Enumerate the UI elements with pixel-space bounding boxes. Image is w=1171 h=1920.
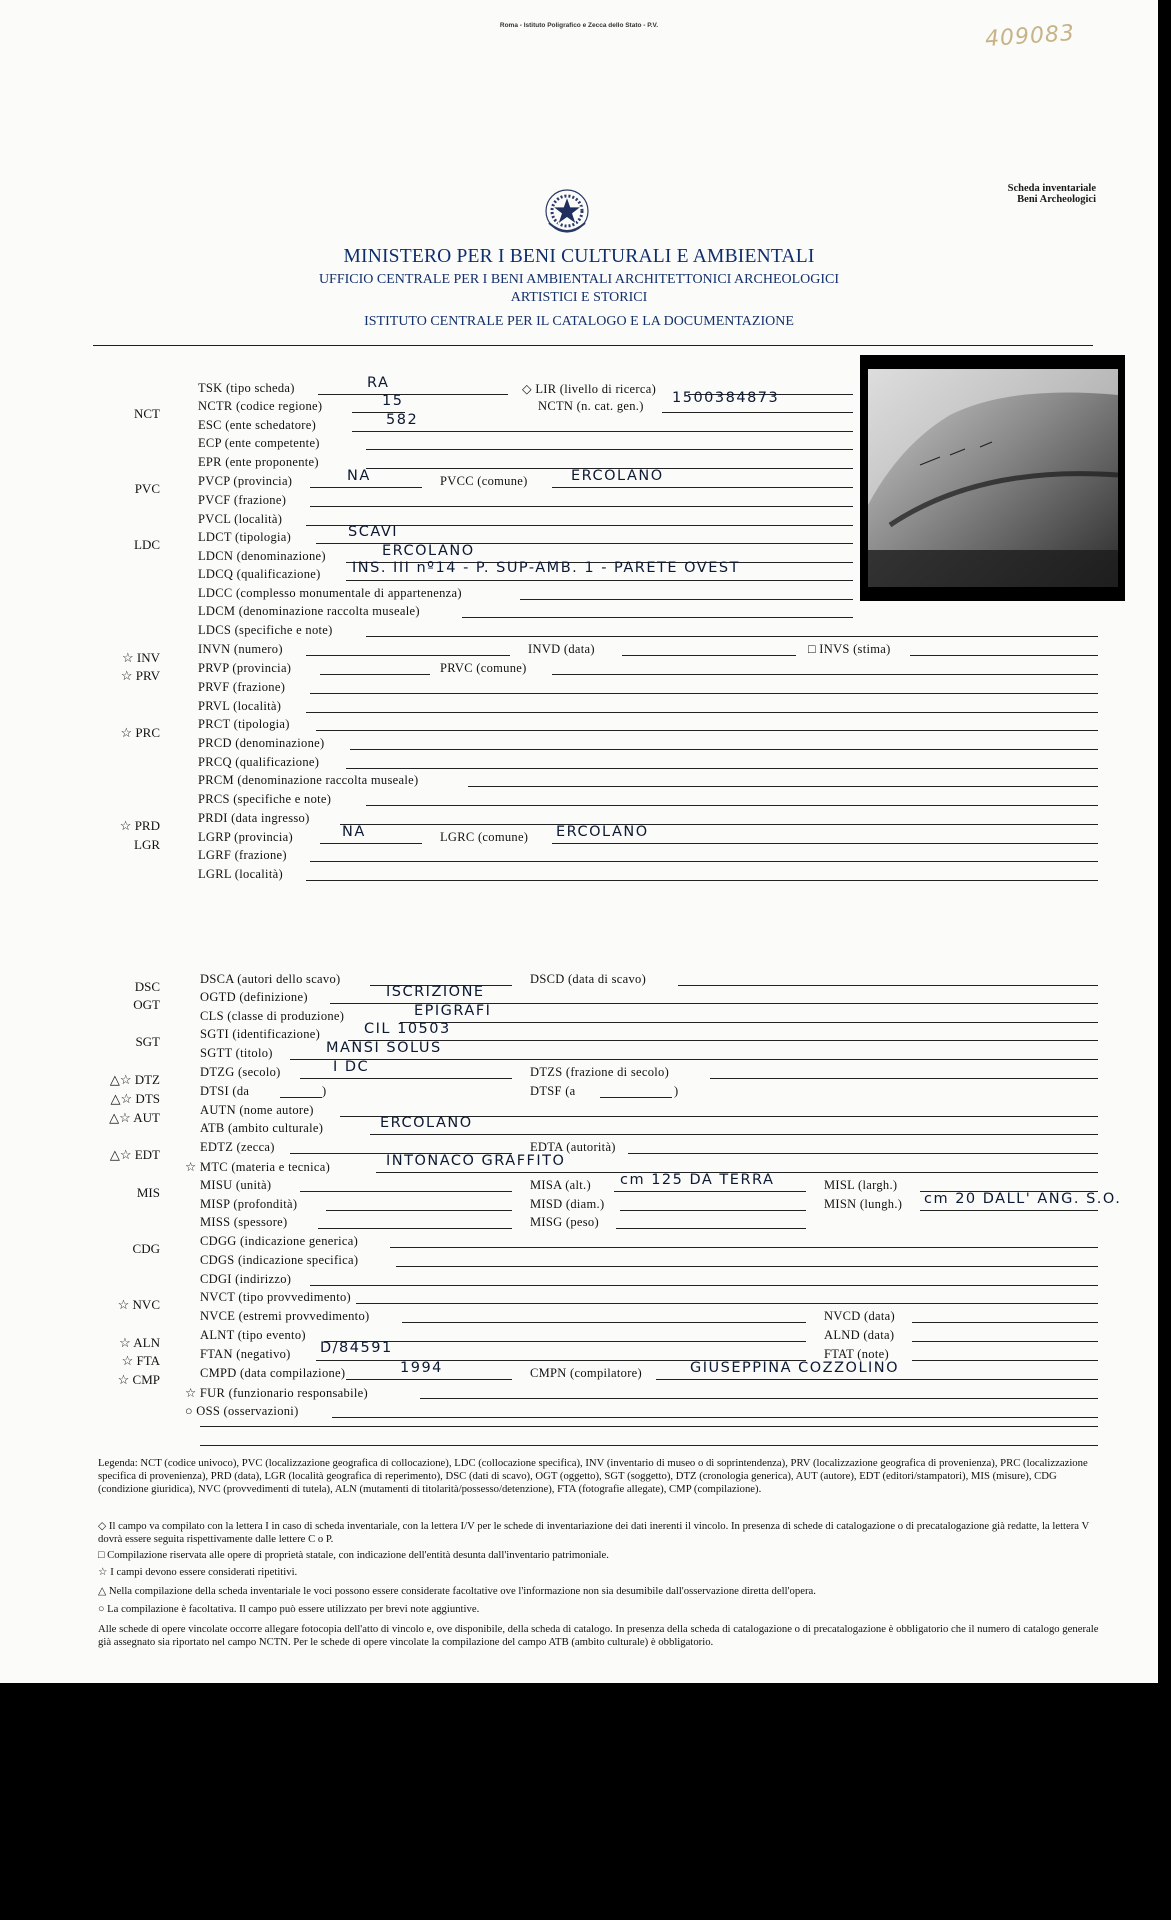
handwritten-value: SCAVI	[348, 524, 399, 540]
field-value-line[interactable]	[356, 1303, 1098, 1304]
field-label: LGRC (comune)	[440, 830, 529, 844]
field-label: LDCS (specifiche e note)	[198, 623, 333, 637]
field-value-line[interactable]	[620, 1210, 806, 1211]
field-label: PRVL (località)	[198, 699, 282, 713]
field-label: LGRL (località)	[198, 867, 283, 881]
field-label: AUTN (nome autore)	[200, 1103, 314, 1117]
group-code: ☆ PRD	[119, 818, 160, 833]
field-label: LDCC (complesso monumentale di appartenenza)	[198, 586, 462, 600]
header-rule	[93, 345, 1093, 346]
group-code: NCT	[134, 406, 160, 421]
handwritten-value: CIL 10503	[364, 1021, 451, 1037]
field-label: CMPD (data compilazione)	[200, 1366, 346, 1380]
field-label: FTAN (negativo)	[200, 1347, 291, 1361]
field-value-line[interactable]	[350, 749, 1098, 750]
field-label: PRVC (comune)	[440, 661, 527, 675]
field-value-line[interactable]	[552, 487, 853, 488]
field-value-line[interactable]	[920, 1210, 1098, 1211]
field-label: OGTD (definizione)	[200, 990, 308, 1004]
field-value-line[interactable]	[348, 1040, 1098, 1041]
field-value-line[interactable]	[396, 1266, 1098, 1267]
field-label: EPR (ente proponente)	[198, 455, 319, 469]
group-code: △☆ AUT	[109, 1110, 160, 1125]
archive-number-stamp: 409083	[984, 20, 1076, 53]
group-code: ☆ NVC	[117, 1297, 160, 1312]
group-code: PVC	[134, 481, 160, 496]
field-label: CDGS (indicazione specifica)	[200, 1253, 359, 1267]
field-label: PVCC (comune)	[440, 474, 528, 488]
handwritten-value: GIUSEPPINA COZZOLINO	[690, 1360, 900, 1376]
attached-photo	[860, 355, 1125, 601]
field-label: ○ OSS (osservazioni)	[185, 1404, 299, 1418]
field-value-line[interactable]	[306, 712, 1098, 713]
handwritten-value: ERCOLANO	[571, 468, 664, 484]
field-closing-paren: )	[322, 1084, 327, 1098]
field-value-line[interactable]	[622, 655, 796, 656]
field-label: CLS (classe di produzione)	[200, 1009, 345, 1023]
scheda-label-line1: Scheda inventariale	[1007, 183, 1096, 194]
field-label: LGRP (provincia)	[198, 830, 293, 844]
group-code: △☆ DTS	[110, 1091, 160, 1106]
field-label: PVCL (località)	[198, 512, 283, 526]
field-value-line[interactable]	[600, 1097, 672, 1098]
group-code: △☆ DTZ	[109, 1072, 160, 1087]
field-label: ◇ LIR (livello di ricerca)	[522, 382, 657, 396]
handwritten-value: 582	[386, 412, 419, 428]
field-value-line[interactable]	[300, 1078, 512, 1079]
handwritten-value: ERCOLANO	[382, 543, 475, 559]
field-value-line[interactable]	[912, 1322, 1098, 1323]
group-code: OGT	[133, 997, 160, 1012]
field-label: CMPN (compilatore)	[530, 1366, 642, 1380]
field-label: SGTT (titolo)	[200, 1046, 273, 1060]
field-label: NVCD (data)	[824, 1309, 895, 1323]
group-code: DSC	[134, 979, 160, 994]
field-label: PRCS (specifiche e note)	[198, 792, 332, 806]
field-value-line[interactable]	[468, 786, 1098, 787]
field-label: INVD (data)	[528, 642, 595, 656]
field-label: CDGG (indicazione generica)	[200, 1234, 359, 1248]
field-value-line[interactable]	[340, 824, 1098, 825]
field-value-line[interactable]	[320, 843, 422, 844]
field-label: PVCF (frazione)	[198, 493, 287, 507]
scheda-label-line2: Beni Archeologici	[1017, 194, 1096, 205]
handwritten-value: RA	[367, 375, 390, 391]
field-value-line[interactable]	[280, 1097, 322, 1098]
field-value-line[interactable]	[310, 693, 1098, 694]
field-value-line[interactable]	[310, 1285, 1098, 1286]
legend-paragraph: △ Nella compilazione della scheda inventariale le voci possono essere considerate facoltative ove l'informazione non sia desumibile dall'osservazione diretta dell'opera.	[98, 1585, 816, 1597]
field-label: INVN (numero)	[198, 642, 283, 656]
field-value-line[interactable]	[910, 655, 1098, 656]
field-value-line[interactable]	[346, 768, 1098, 769]
field-value-line[interactable]	[318, 1228, 512, 1229]
field-label: NVCE (estremi provvedimento)	[200, 1309, 370, 1323]
field-label: PRDI (data ingresso)	[198, 811, 310, 825]
field-value-line[interactable]	[324, 1341, 806, 1342]
field-value-line[interactable]	[616, 1228, 806, 1229]
field-label: TSK (tipo scheda)	[198, 381, 295, 395]
field-label: NCTN (n. cat. gen.)	[538, 399, 644, 413]
field-value-line[interactable]	[310, 487, 422, 488]
field-label: MISN (lungh.)	[824, 1197, 903, 1211]
field-value-line[interactable]	[366, 805, 1098, 806]
field-value-line[interactable]	[346, 1379, 512, 1380]
legend-paragraph: □ Compilazione riservata alle opere di proprietà statale, con indicazione dell'entità desunta dall'inventario patrimoniale.	[98, 1549, 609, 1561]
handwritten-value: ERCOLANO	[380, 1115, 473, 1131]
handwritten-value: ERCOLANO	[556, 824, 649, 840]
field-value-line[interactable]	[462, 617, 853, 618]
group-code: △☆ EDT	[109, 1147, 160, 1162]
field-value-line[interactable]	[310, 506, 853, 507]
printer-line: Roma - Istituto Poligrafico e Zecca dello Stato - P.V.	[499, 22, 659, 29]
field-value-line[interactable]	[400, 1022, 1098, 1023]
field-label: PRVP (provincia)	[198, 661, 292, 675]
field-label: DTSI (da	[200, 1084, 250, 1098]
handwritten-value: 15	[382, 393, 404, 409]
field-label: PRVF (frazione)	[198, 680, 286, 694]
field-value-line[interactable]	[316, 730, 1098, 731]
office-title: UFFICIO CENTRALE PER I BENI AMBIENTALI ARCHITETTONICI ARCHEOLOGICI	[318, 272, 840, 287]
handwritten-value: 1500384873	[672, 390, 780, 406]
group-code: LGR	[134, 837, 160, 852]
legend-paragraph: ◇ Il campo va compilato con la lettera I in caso di scheda inventariale, con la lettera I/V per le schede di inventariazione dei dati inerenti il vincolo. In presenza di schede di catalogazione o di precatalogazione già redatte, la lettera V dovrà essere seguita rispettivamente dalle lettere C o P.	[98, 1520, 1090, 1545]
field-label: LDCM (denominazione raccolta museale)	[198, 604, 420, 618]
field-label: MISA (alt.)	[530, 1178, 591, 1192]
field-value-line[interactable]	[318, 394, 508, 395]
field-value-line[interactable]	[346, 580, 853, 581]
field-label: □ INVS (stima)	[808, 642, 891, 656]
legend-paragraph: ○ La compilazione è facoltativa. Il campo può essere utilizzato per brevi note aggiuntive.	[98, 1603, 480, 1615]
field-label: MISL (largh.)	[824, 1178, 898, 1192]
field-label: PRCQ (qualificazione)	[198, 755, 320, 769]
field-label: MISU (unità)	[200, 1178, 272, 1192]
field-value-line[interactable]	[402, 1322, 806, 1323]
handwritten-value: NA	[347, 468, 371, 484]
field-label: NVCT (tipo provvedimento)	[200, 1290, 351, 1304]
field-label: ALNT (tipo evento)	[200, 1328, 306, 1342]
group-code: ☆ PRV	[120, 668, 160, 683]
field-label: DTZS (frazione di secolo)	[530, 1065, 670, 1079]
field-label: NCTR (codice regione)	[198, 399, 323, 413]
ministry-title: MINISTERO PER I BENI CULTURALI E AMBIENTALI	[343, 246, 815, 267]
handwritten-value: ISCRIZIONE	[386, 984, 485, 1000]
field-value-line[interactable]	[912, 1360, 1098, 1361]
field-value-line[interactable]	[290, 1059, 1098, 1060]
handwritten-value: NA	[342, 824, 366, 840]
field-label: DTSF (a	[530, 1084, 576, 1098]
field-value-line[interactable]	[710, 1078, 1098, 1079]
field-label: EDTA (autorità)	[530, 1140, 616, 1154]
field-label: DSCA (autori dello scavo)	[200, 972, 341, 986]
field-closing-paren: )	[674, 1084, 679, 1098]
oss-extra-line	[200, 1426, 1098, 1427]
handwritten-value: EPIGRAFI	[414, 1003, 492, 1019]
field-value-line[interactable]	[332, 1417, 1098, 1418]
field-label: MISD (diam.)	[530, 1197, 605, 1211]
field-label: ATB (ambito culturale)	[200, 1121, 324, 1135]
field-value-line[interactable]	[370, 1134, 1098, 1135]
field-value-line[interactable]	[552, 843, 1098, 844]
field-label: EDTZ (zecca)	[200, 1140, 275, 1154]
field-label: PRCM (denominazione raccolta museale)	[198, 773, 419, 787]
field-label: PRCD (denominazione)	[198, 736, 325, 750]
field-label: FTAT (note)	[824, 1347, 889, 1361]
field-label: MISG (peso)	[530, 1215, 599, 1229]
field-label: DSCD (data di scavo)	[530, 972, 647, 986]
field-label: MISP (profondità)	[200, 1197, 298, 1211]
handwritten-value: cm 125 DA TERRA	[620, 1172, 775, 1188]
field-value-line[interactable]	[366, 449, 853, 450]
handwritten-value: INTONACO GRAFFITO	[386, 1153, 566, 1169]
field-value-line[interactable]	[656, 1379, 1098, 1380]
field-value-line[interactable]	[306, 655, 510, 656]
field-value-line[interactable]	[352, 431, 853, 432]
field-label: LDCN (denominazione)	[198, 549, 326, 563]
legend-paragraph: Alle schede di opere vincolate occorre allegare fotocopia dell'atto di vincolo e, ove disponibile, della scheda di catalogo. In presenza della scheda di catalogazione o di precatalogazione è obbligatorio che il numero di catalogo generale già assegnato sia riportato nel campo NCTN. Per le schede di opere vincolate la compilazione del campo ATB (ambito culturale) è obbligatorio.	[98, 1623, 1099, 1648]
field-value-line[interactable]	[662, 412, 853, 413]
field-label: ALND (data)	[824, 1328, 895, 1342]
handwritten-value: D/84591	[320, 1340, 393, 1356]
legend-paragraph: ☆ I campi devono essere considerati ripetitivi.	[98, 1566, 298, 1578]
group-code: ☆ FTA	[121, 1353, 160, 1368]
field-label: LDCT (tipologia)	[198, 530, 292, 544]
field-value-line[interactable]	[678, 985, 1098, 986]
field-value-line[interactable]	[310, 861, 1098, 862]
field-label: LDCQ (qualificazione)	[198, 567, 321, 581]
field-value-line[interactable]	[390, 1247, 1098, 1248]
group-code: ☆ ALN	[119, 1335, 160, 1350]
field-label: ☆ MTC (materia e tecnica)	[185, 1160, 331, 1174]
group-code: ☆ PRC	[120, 725, 160, 740]
field-value-line[interactable]	[520, 599, 853, 600]
field-label: SGTI (identificazione)	[200, 1027, 321, 1041]
institute-title: ISTITUTO CENTRALE PER IL CATALOGO E LA DOCUMENTAZIONE	[364, 314, 794, 329]
field-label: ☆ FUR (funzionario responsabile)	[185, 1386, 368, 1400]
field-label: ESC (ente schedatore)	[198, 418, 317, 432]
handwritten-value: I DC	[333, 1059, 370, 1075]
field-label: PRCT (tipologia)	[198, 717, 290, 731]
field-value-line[interactable]	[912, 1341, 1098, 1342]
field-value-line[interactable]	[306, 880, 1098, 881]
field-label: LGRF (frazione)	[198, 848, 287, 862]
field-value-line[interactable]	[614, 1191, 806, 1192]
group-code: LDC	[134, 537, 160, 552]
field-value-line[interactable]	[300, 1191, 512, 1192]
group-code: CDG	[132, 1241, 160, 1256]
handwritten-value: MANSI SOLUS	[326, 1040, 442, 1056]
emblem-icon	[543, 187, 591, 239]
group-code: ☆ CMP	[117, 1372, 160, 1387]
oss-extra-line-2	[200, 1445, 1098, 1446]
office-title-line2: ARTISTICI E STORICI	[510, 290, 648, 305]
group-code: SGT	[135, 1034, 160, 1049]
field-value-line[interactable]	[366, 636, 1098, 637]
field-value-line[interactable]	[326, 1210, 512, 1211]
field-label: DTZG (secolo)	[200, 1065, 281, 1079]
field-value-line[interactable]	[628, 1153, 1098, 1154]
group-code: ☆ INV	[121, 650, 160, 665]
field-label: MISS (spessore)	[200, 1215, 288, 1229]
field-value-line[interactable]	[420, 1398, 1098, 1399]
group-code: MIS	[136, 1185, 160, 1200]
scheda-label	[1008, 183, 1096, 205]
field-value-line[interactable]	[552, 674, 1098, 675]
field-label: CDGI (indirizzo)	[200, 1272, 292, 1286]
handwritten-value: cm 20 DALL' ANG. S.O.	[924, 1191, 1122, 1207]
handwritten-value: INS. III nº14 - P. SUP-AMB. 1 - PARETE OVEST	[352, 560, 740, 576]
field-label: ECP (ente competente)	[198, 436, 320, 450]
field-label: PVCP (provincia)	[198, 474, 293, 488]
handwritten-value: 1994	[400, 1360, 443, 1376]
legend-paragraph: Legenda: NCT (codice univoco), PVC (localizzazione geografica di collocazione), LDC (collocazione specifica), INV (inventario di museo o di soprintendenza), PRV (localizzazione geografica di provenienza), PRC (localizzazione specifica di provenienza), PRD (data), LGR (località geografica di reperimento), DSC (dati di scavo), OGT (oggetto), SGT (soggetto), DTZ (cronologia generica), AUT (autore), EDT (editori/stampatori), MIS (misure), CDG (condizione giuridica), NVC (provvedimenti di tutela), ALN (mutamenti di titolarità/possesso/detenzione), FTA (fotografie allegate), CMP (compilazione).	[98, 1457, 1088, 1495]
field-value-line[interactable]	[320, 674, 430, 675]
